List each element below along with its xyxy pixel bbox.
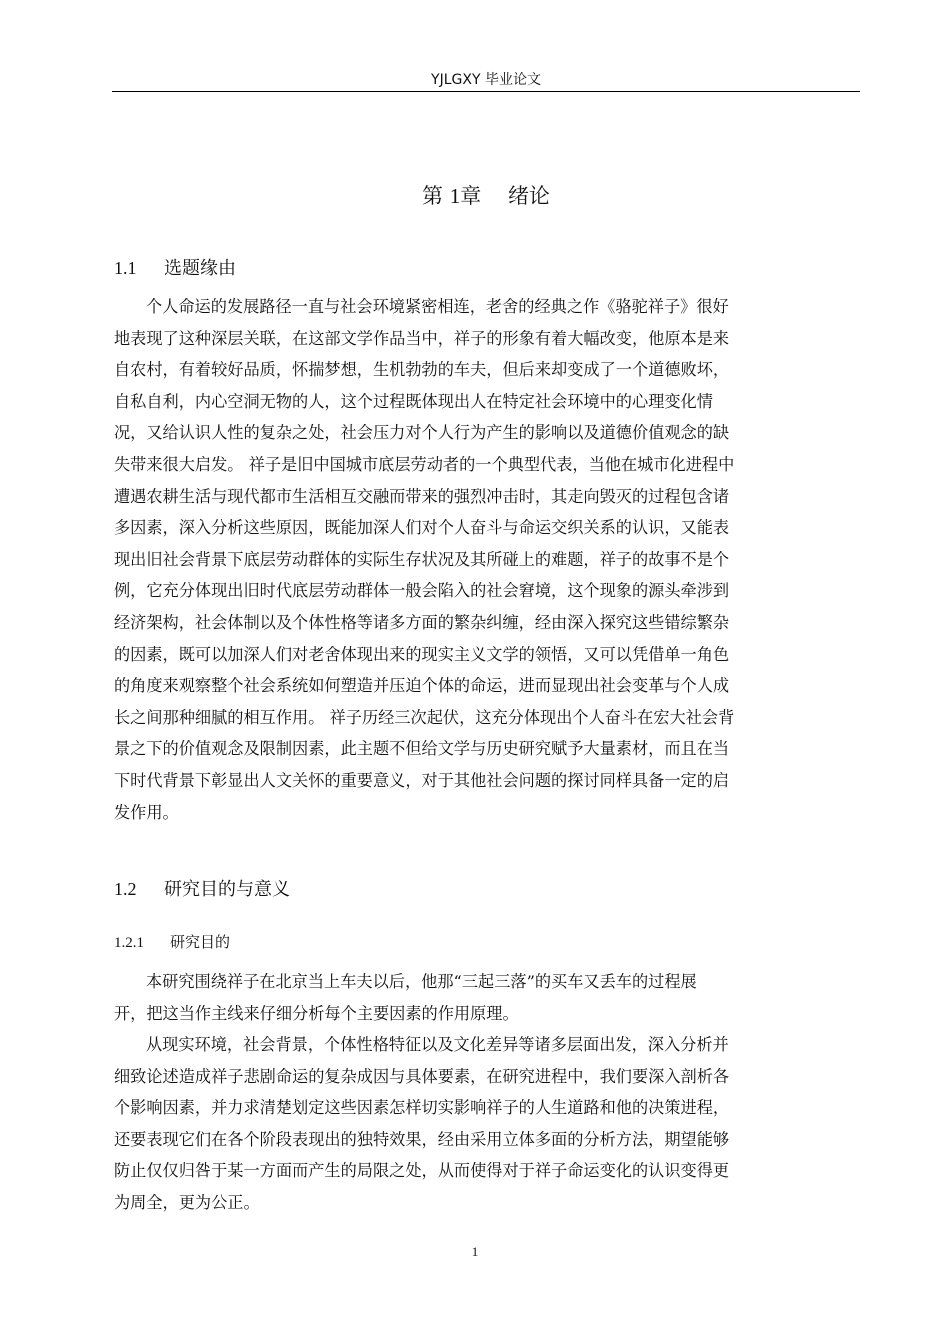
page-number: 1 xyxy=(471,1244,479,1259)
section-title: 研究目的与意义 xyxy=(164,879,290,900)
paragraph-line: 现出旧社会背景下底层劳动群体的实际生存状况及其所碰上的难题，祥子的故事不是个 xyxy=(114,549,730,569)
subsection-number: 1.2.1 xyxy=(114,935,144,951)
paragraph-line: 的角度来观察整个社会系统如何塑造并压迫个体的命运，进而显现出社会变革与个人成 xyxy=(114,676,730,696)
paragraph-line: 经济架构，社会体制以及个体性格等诸多方面的繁杂纠缠，经由深入探究这些错综繁杂 xyxy=(114,612,730,632)
paragraph-line: 从现实环境，社会背景，个体性格特征以及文化差异等诸多层面出发，深入分析并 xyxy=(146,1035,729,1054)
chapter-prefix: 第 xyxy=(422,184,444,208)
running-header: YJLGXY 毕业论文 xyxy=(431,72,541,88)
paragraph-line: 个影响因素，并力求清楚划定这些因素怎样切实影响祥子的人生道路和他的决策进程， xyxy=(114,1098,730,1118)
section-title: 选题缘由 xyxy=(164,258,236,279)
section-heading-1-1 xyxy=(114,254,236,280)
paragraph-line: 例，它充分体现出旧时代底层劳动群体一般会陷入的社会窘境，这个现象的源头牵涉到 xyxy=(114,581,730,601)
paragraph-line: 失带来很大启发。 祥子是旧中国城市底层劳动者的一个典型代表，当他在城市化进程中 xyxy=(114,454,735,474)
paragraph-line: 本研究围绕祥子在北京当上车夫以后，他那“三起三落”的买车又丢车的过程展 xyxy=(146,972,697,991)
paragraph-line: 防止仅仅归咎于某一方面而产生的局限之处，从而使得对于祥子命运变化的认识变得更 xyxy=(114,1161,730,1181)
paragraph-line: 遭遇农耕生活与现代都市生活相互交融而带来的强烈冲击时，其走向毁灭的过程包含诸 xyxy=(114,486,730,506)
paragraph-line: 下时代背景下彰显出人文关怀的重要意义，对于其他社会问题的探讨同样具备一定的启 xyxy=(114,770,730,790)
paragraph-line: 的因素，既可以加深人们对老舍体现出来的现实主义文学的领悟，又可以凭借单一角色 xyxy=(114,644,730,664)
chapter-suffix: 章 xyxy=(460,184,482,208)
paragraph-line: 开，把这当作主线来仔细分析每个主要因素的作用原理。 xyxy=(114,1003,519,1023)
paragraph-line: 自私自利，内心空洞无物的人，这个过程既体现出人在特定社会环境中的心理变化情 xyxy=(114,391,713,411)
paragraph-line: 况，又给认识人性的复杂之处，社会压力对个人行为产生的影响以及道德价值观念的缺 xyxy=(114,423,730,443)
chapter-name: 绪论 xyxy=(507,184,550,208)
subsection-title: 研究目的 xyxy=(170,933,231,951)
chapter-number: 1 xyxy=(449,184,461,208)
paragraph-line: 个人命运的发展路径一直与社会环境紧密相连，老舍的经典之作《骆驼祥子》很好 xyxy=(146,297,729,316)
paragraph-line: 多因素，深入分析这些原因，既能加深人们对个人奋斗与命运交织关系的认识，又能表 xyxy=(114,518,730,538)
header-divider xyxy=(112,91,860,92)
section-number: 1.1 xyxy=(114,258,137,278)
paragraph-topic-origin xyxy=(114,291,844,828)
paragraph-line: 为周全，更为公正。 xyxy=(114,1192,260,1212)
paragraph-research-scope xyxy=(114,966,844,1029)
subsection-heading-1-2-1 xyxy=(114,931,230,952)
paragraph-line: 发作用。 xyxy=(114,802,179,822)
paragraph-research-approach xyxy=(114,1029,844,1219)
paragraph-line: 细致论述造成祥子悲剧命运的复杂成因与具体要素，在研究进程中，我们要深入剖析各 xyxy=(114,1066,730,1086)
section-number: 1.2 xyxy=(114,879,137,899)
section-heading-1-2 xyxy=(114,875,290,901)
chapter-title xyxy=(112,180,860,210)
paragraph-line: 景之下的价值观念及限制因素，此主题不但给文学与历史研究赋予大量素材，而且在当 xyxy=(114,739,730,759)
paragraph-line: 自农村，有着较好品质，怀揣梦想，生机勃勃的车夫，但后来却变成了一个道德败坏， xyxy=(114,360,730,380)
paragraph-line: 还要表现它们在各个阶段表现出的独特效果，经由采用立体多面的分析方法，期望能够 xyxy=(114,1129,730,1149)
paragraph-line: 地表现了这种深层关联，在这部文学作品当中，祥子的形象有着大幅改变，他原本是来 xyxy=(114,328,730,348)
paragraph-line: 长之间那种细腻的相互作用。 祥子历经三次起伏，这充分体现出个人奋斗在宏大社会背 xyxy=(114,707,735,727)
